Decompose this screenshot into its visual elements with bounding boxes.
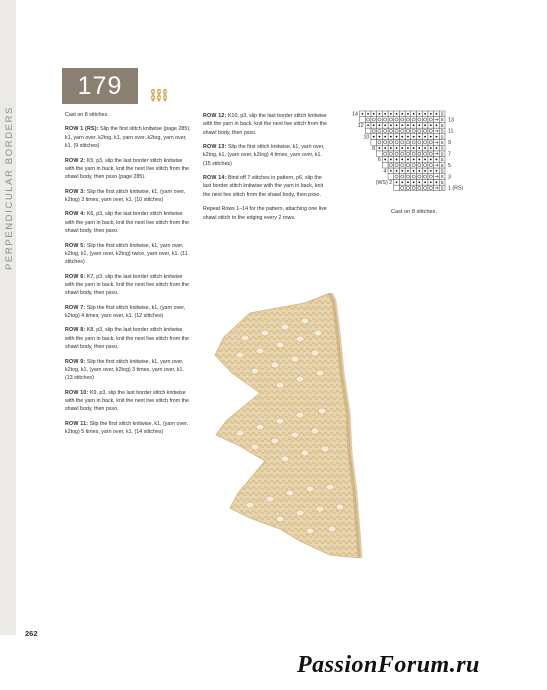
chart-cell (411, 128, 417, 134)
knit-ws-symbol (424, 181, 426, 183)
chart-caption: Cast on 8 stitches. (391, 209, 438, 215)
row-text: Slip the first stitch knitwise, k1, yarn over, k2tog, k1, (yarn over, k2tog) 4 times, yarn over, k1. (15 stitches) (203, 144, 325, 167)
chart-cell (399, 140, 405, 146)
knit-ws-symbol (424, 170, 426, 172)
purl-symbol (373, 136, 375, 138)
instruction-row (65, 304, 193, 321)
chart-row-label-left: (WS) 2 (375, 179, 393, 186)
knit-ws-symbol (418, 159, 420, 161)
instruction-row (65, 326, 193, 351)
slip-symbol: S (440, 128, 444, 134)
knit-ws-symbol (413, 170, 415, 172)
chart-cell (428, 151, 434, 157)
instruction-row (65, 188, 193, 205)
row-label: ROW 4: (65, 211, 86, 218)
chart-cell (417, 174, 423, 180)
chart-cell (422, 128, 428, 134)
chart-cell (417, 162, 423, 168)
chart-cell (422, 117, 428, 123)
repeat-note: Repeat Rows 1–14 for the pattern, attaching one live shawl stitch to the edging every 2 rows. (203, 206, 327, 221)
instruction-row (65, 157, 193, 182)
slip-symbol: S (440, 134, 444, 140)
chart-cell (405, 140, 411, 146)
chart-cell (422, 174, 428, 180)
row-list-right (203, 112, 331, 199)
chart-cell (422, 151, 428, 157)
row-text: Slip the first stitch knitwise, k1, yarn over, k2tog, k1, (yarn over, k2tog) twice, yarn over, k1. (11 stitches) (65, 242, 188, 266)
row-list-left (65, 125, 193, 436)
knit-ws-symbol (436, 136, 438, 138)
purl-symbol (390, 147, 392, 149)
chart-cell (411, 117, 417, 123)
chart-cell (405, 162, 411, 168)
purl-symbol (396, 170, 398, 172)
chart-cell (399, 117, 405, 123)
chart-cell (394, 117, 400, 123)
chart-cell (428, 162, 434, 168)
instruction-row (203, 174, 331, 199)
chart-row-label-right: 9 (448, 140, 451, 147)
knit-ws-symbol (430, 147, 432, 149)
row-label: ROW 10: (65, 389, 89, 396)
instruction-row (203, 143, 331, 168)
chart-row-label-right: 11 (448, 128, 454, 135)
chart-row-label-right: 1 (RS) (448, 185, 464, 192)
knit-ws-symbol (396, 136, 398, 138)
knit-ws-symbol (413, 136, 415, 138)
row-label: ROW 7: (65, 304, 86, 311)
row-text: K7, p3, slip the last border stitch knitwise with the yarn in back, knit the next live stitch from the shawl body, then psso. (65, 273, 189, 297)
chart-cell (405, 185, 411, 191)
knit-ws-symbol (413, 181, 415, 183)
chart-cell (417, 140, 423, 146)
slip-symbol: S (440, 122, 444, 128)
row-text: K9, p3, slip the last border stitch knitwise with the yarn in back, knit the next live stitch from the shawl body, then psso. (65, 389, 189, 413)
knit-ws-symbol (436, 159, 438, 161)
knitted-swatch-photo (210, 293, 370, 558)
slip-symbol: S (440, 162, 444, 168)
chart-cell (411, 185, 417, 191)
knit-ws-symbol (390, 124, 392, 126)
knit-ws-symbol (379, 113, 381, 115)
knit-ws-symbol (424, 136, 426, 138)
chart-cell (377, 151, 383, 157)
row-label: ROW 2: (65, 157, 86, 164)
knit-ws-symbol (396, 113, 398, 115)
chart-row-label-left: 6 (377, 157, 381, 164)
chart-cell (405, 151, 411, 157)
purl-symbol (390, 159, 392, 161)
instruction-row (65, 273, 193, 298)
knit-ws-symbol (407, 113, 409, 115)
chart-cell (399, 128, 405, 134)
chart-row-label-right: 5 (448, 162, 451, 169)
knit-ws-symbol (424, 147, 426, 149)
chart-cell (365, 117, 371, 123)
knit-ws-symbol (407, 147, 409, 149)
knit-ws-symbol (436, 181, 438, 183)
chart-cell (428, 185, 434, 191)
knit-ws-symbol (430, 136, 432, 138)
chart-cell (382, 162, 388, 168)
knit-ws-symbol (430, 170, 432, 172)
knit-ws-symbol (390, 113, 392, 115)
chart-cell (377, 140, 383, 146)
slip-symbol: S (440, 168, 444, 174)
chart-cell (417, 128, 423, 134)
chart-cell (411, 140, 417, 146)
chart-cell (371, 128, 377, 134)
row-label: ROW 9: (65, 358, 86, 365)
row-text: Slip the first stitch knitwise (page 285), k1, yarn over, k2tog, k1, yarn over, k2tog, yarn over, k1. (9 stitches) (65, 126, 191, 150)
knit-ws-symbol (430, 113, 432, 115)
purl-symbol (407, 181, 409, 183)
knit-ws-symbol (418, 124, 420, 126)
knit-ws-symbol (401, 136, 403, 138)
chart-cell (422, 185, 428, 191)
chart-cell (382, 151, 388, 157)
chart-cell (388, 128, 394, 134)
knit-ws-symbol (436, 124, 438, 126)
page-number: 262 (25, 629, 38, 638)
chart-cell (382, 140, 388, 146)
instruction-row (203, 112, 331, 137)
row-text: K6, p3, slip the last border stitch knitwise with the yarn in back, knit the next live stitch from the shawl body, then psso. (65, 211, 189, 235)
chart-row-label-left: 8 (372, 145, 376, 152)
knit-ws-symbol (424, 159, 426, 161)
chart-cell (422, 162, 428, 168)
knit-ws-symbol (418, 136, 420, 138)
knit-ws-symbol (436, 147, 438, 149)
slip-symbol: S (440, 111, 444, 117)
chart-cell (422, 140, 428, 146)
chart-cell (399, 162, 405, 168)
chart-cell (371, 117, 377, 123)
knit-ws-symbol (401, 113, 403, 115)
chart-row-label-left: 12 (357, 122, 364, 129)
knit-ws-symbol (436, 170, 438, 172)
purl-symbol (373, 113, 375, 115)
chart-cell (388, 117, 394, 123)
instruction-row (65, 389, 193, 414)
knit-ws-symbol (401, 147, 403, 149)
instruction-row (65, 210, 193, 235)
slip-symbol: S (440, 179, 444, 185)
knit-ws-symbol (401, 124, 403, 126)
chart-cell (388, 151, 394, 157)
purl-symbol (384, 136, 386, 138)
knit-ws-symbol (430, 124, 432, 126)
chart-cell (394, 128, 400, 134)
row-text: K5, p3, slip the last border stitch knitwise with the yarn in back, knit the next live stitch from the shawl body, then psso (page 285). (65, 157, 189, 181)
purl-symbol (373, 124, 375, 126)
purl-symbol (379, 147, 381, 149)
instruction-row (65, 125, 193, 150)
purl-symbol (401, 181, 403, 183)
chart-cell (382, 117, 388, 123)
chart-cell (428, 117, 434, 123)
chart-cell (360, 117, 366, 123)
chart-row-label-right: 3 (448, 174, 451, 181)
instructions-left-column (65, 111, 193, 442)
purl-symbol (390, 170, 392, 172)
knit-ws-symbol (418, 181, 420, 183)
row-text: K10, p3, slip the last border stitch knitwise with the yarn in back, knit the next live stitch from the shawl body, then psso. (203, 113, 327, 136)
chart-cell (411, 174, 417, 180)
slip-symbol: S (440, 174, 444, 180)
row-label: ROW 11: (65, 420, 89, 427)
chart-cell (394, 140, 400, 146)
chart-cell (388, 162, 394, 168)
purl-symbol (384, 147, 386, 149)
row-text: Slip the first stitch knitwise, k1, yarn over, k2tog, k1, (yarn over, k2tog) 3 times, yarn over, k1. (13 stitches) (65, 358, 184, 382)
chart-cell (399, 174, 405, 180)
purl-symbol (379, 136, 381, 138)
slip-symbol: S (440, 117, 444, 123)
row-text: K8, p3, slip the last border stitch knitwise with the yarn in back, knit the next live stitch from the shawl body, then psso. (65, 327, 189, 351)
knit-ws-symbol (418, 170, 420, 172)
knit-ws-symbol (384, 113, 386, 115)
chart-cell (405, 174, 411, 180)
knit-ws-symbol (407, 124, 409, 126)
pattern-number: 179 (62, 68, 138, 104)
chart-cell (377, 117, 383, 123)
slip-symbol: S (440, 139, 444, 145)
instruction-row (65, 420, 193, 437)
purl-symbol (396, 159, 398, 161)
instruction-row (65, 358, 193, 383)
chart-cell (382, 128, 388, 134)
knit-ws-symbol (401, 159, 403, 161)
instruction-row (65, 242, 193, 267)
row-text: Slip the first stitch knitwise, k1, (yarn over, k2tog) 5 times, yarn over, k1. (14 stitches) (65, 420, 188, 435)
knit-ws-symbol (413, 113, 415, 115)
slip-symbol: S (440, 145, 444, 151)
knit-ws-symbol (413, 159, 415, 161)
purl-symbol (401, 170, 403, 172)
knit-ws-symbol (396, 147, 398, 149)
chart-cell (405, 128, 411, 134)
knit-ws-symbol (436, 113, 438, 115)
purl-symbol (367, 124, 369, 126)
row-label: ROW 1 (RS): (65, 126, 99, 133)
chart-cell (399, 185, 405, 191)
chart-cell (405, 117, 411, 123)
row-label: ROW 13: (203, 144, 227, 151)
knit-ws-symbol (407, 136, 409, 138)
chart-cell (394, 151, 400, 157)
row-label: ROW 14: (203, 175, 227, 182)
row-text: Bind off 7 stitches in pattern, p6, slip the last border stitch knitwise with the yarn in back, knit the next live stitch from the shawl body, then psso. (203, 175, 324, 198)
row-label: ROW 6: (65, 273, 86, 280)
chart-row-label-left: 14 (352, 111, 358, 118)
purl-symbol (396, 181, 398, 183)
chart-cell (399, 151, 405, 157)
knit-ws-symbol (418, 147, 420, 149)
knit-ws-symbol (424, 113, 426, 115)
knit-ws-symbol (384, 124, 386, 126)
section-label: PERPENDICULAR BORDERS (4, 106, 15, 270)
row-text: Slip the first stitch knitwise, k1, (yarn over, k2tog) 4 times, yarn over, k1. (12 stitches) (65, 304, 186, 319)
row-label: ROW 5: (65, 242, 86, 249)
chart-cell (365, 128, 371, 134)
chart-cell (377, 128, 383, 134)
knitting-chart (335, 108, 467, 208)
chart-row-label-right: 13 (448, 117, 454, 124)
row-label: ROW 12: (203, 113, 227, 119)
chart-cell (417, 185, 423, 191)
purl-symbol (384, 159, 386, 161)
chart-cell (394, 174, 400, 180)
knit-ws-symbol (396, 124, 398, 126)
knit-ws-symbol (418, 113, 420, 115)
chart-cell (388, 174, 394, 180)
row-label: ROW 8: (65, 327, 86, 334)
knit-ws-symbol (407, 159, 409, 161)
chart-cell (428, 174, 434, 180)
row-text: Slip the first stitch knitwise, k1, (yarn over, k2tog) 3 times, yarn over, k1. (10 stitches) (65, 188, 186, 203)
chart-cell (394, 162, 400, 168)
purl-symbol (379, 124, 381, 126)
chart-cell (394, 185, 400, 191)
chart-cell (371, 140, 377, 146)
knit-ws-symbol (407, 170, 409, 172)
knit-ws-symbol (413, 147, 415, 149)
slip-symbol: S (440, 185, 444, 191)
chart-cell (388, 140, 394, 146)
chart-row-label-left: 10 (363, 134, 370, 141)
watermark-text: PassionForum.ru (297, 652, 480, 678)
knit-ws-symbol (413, 124, 415, 126)
instructions-right-column (203, 112, 331, 228)
chart-cell (428, 140, 434, 146)
knit-ws-symbol (430, 159, 432, 161)
chart-cell (428, 128, 434, 134)
chart-row-label-right: 7 (448, 151, 451, 158)
chart-cell (411, 162, 417, 168)
slip-symbol: S (440, 157, 444, 163)
knit-ws-symbol (430, 181, 432, 183)
chart-cell (411, 151, 417, 157)
slip-symbol: S (440, 151, 444, 157)
chart-cell (417, 151, 423, 157)
row-label: ROW 3: (65, 188, 86, 195)
lace-leaves-icon (149, 88, 169, 104)
chart-row-label-left: 4 (383, 168, 387, 175)
chart-cell (417, 117, 423, 123)
knit-ws-symbol (390, 136, 392, 138)
knit-ws-symbol (424, 124, 426, 126)
purl-symbol (367, 113, 369, 115)
cast-on-intro: Cast on 8 stitches. (65, 112, 109, 118)
purl-symbol (361, 113, 363, 115)
